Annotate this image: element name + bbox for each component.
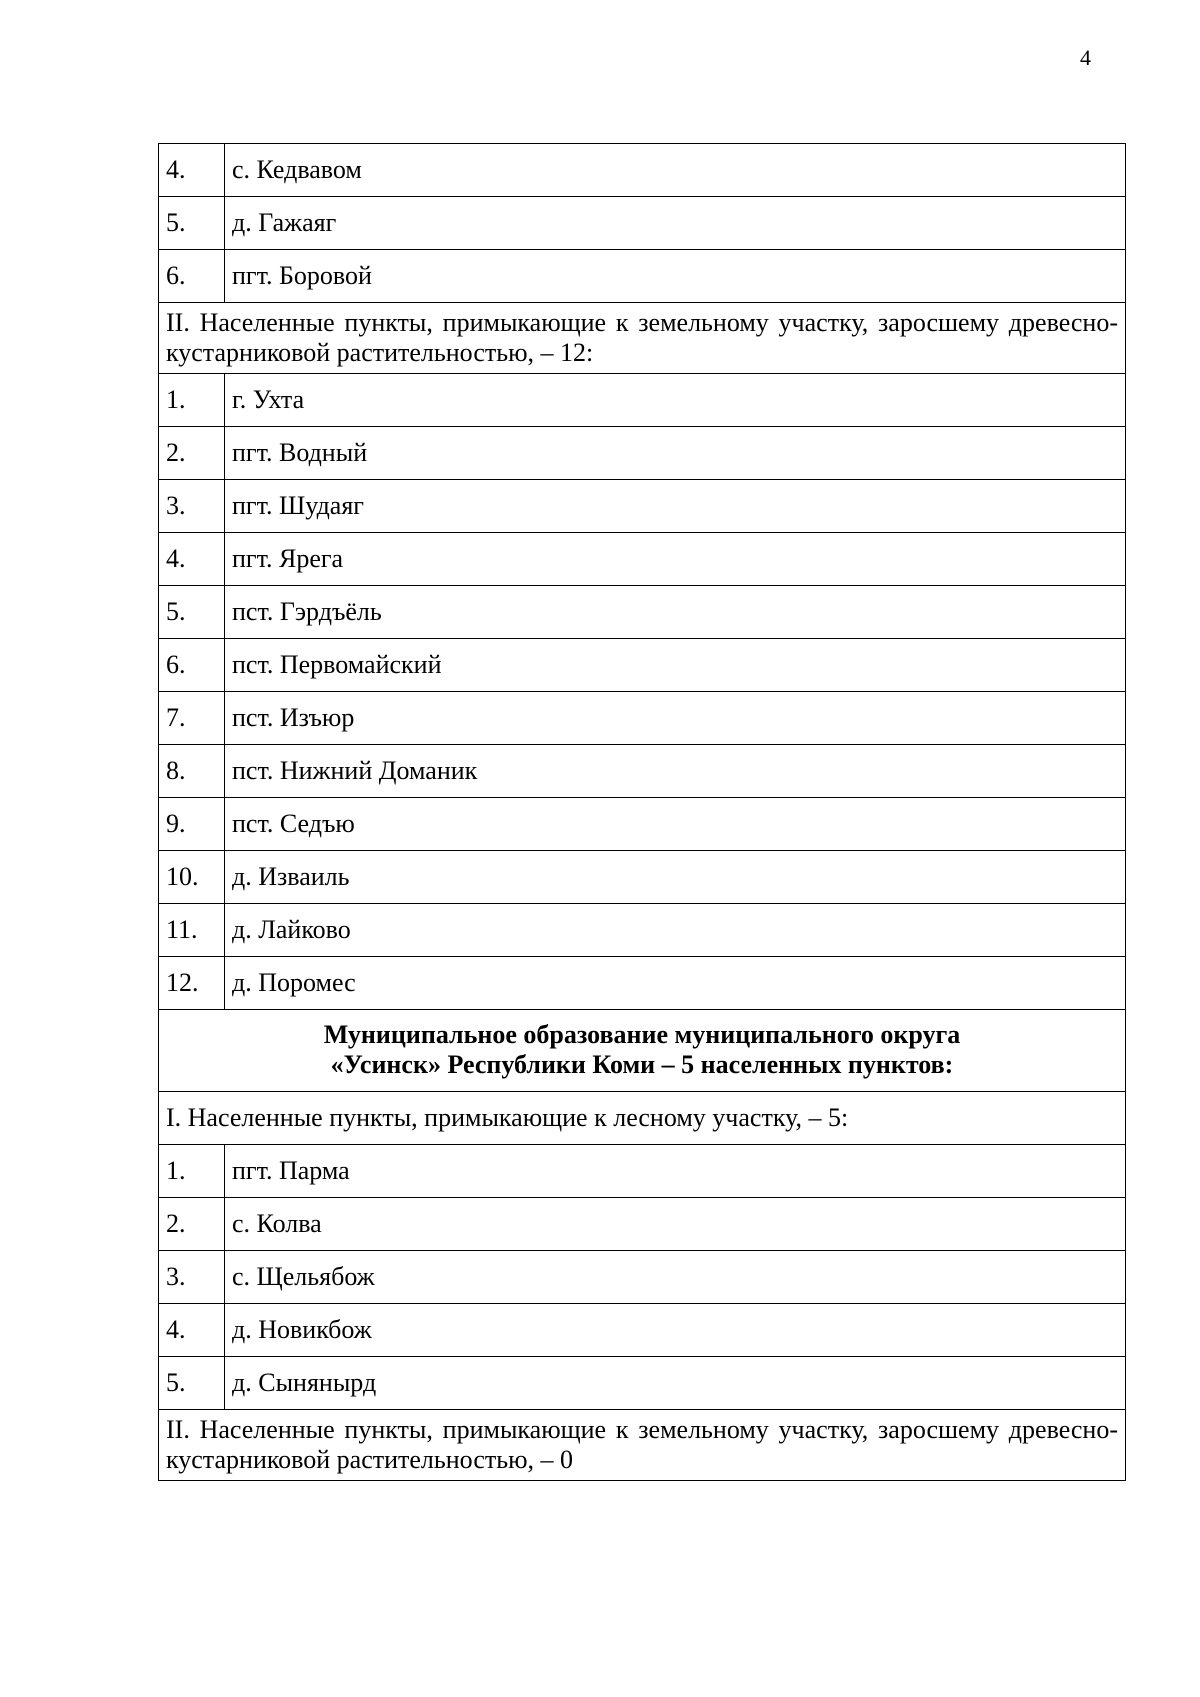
table-row (159, 745, 1126, 798)
table-row (159, 639, 1126, 692)
settlements-table (158, 143, 1126, 1481)
row-number: 1. (159, 1145, 225, 1198)
settlement-name: с. Щельябож (225, 1251, 1126, 1304)
municipality-header-line1: Муниципальное образование муниципального округа (323, 1020, 961, 1049)
table-row (159, 798, 1126, 851)
table-row (159, 1304, 1126, 1357)
section-heading: I. Населенные пункты, примыкающие к лесному участку, – 5: (159, 1092, 1126, 1145)
settlement-name: д. Новикбож (225, 1304, 1126, 1357)
settlement-name: с. Колва (225, 1198, 1126, 1251)
row-number: 10. (159, 851, 225, 904)
row-number: 9. (159, 798, 225, 851)
table-row (159, 250, 1126, 303)
settlement-name: пст. Седъю (225, 798, 1126, 851)
row-number: 3. (159, 1251, 225, 1304)
municipality-header (159, 1010, 1126, 1092)
section-heading-row (159, 303, 1126, 374)
row-number: 4. (159, 1304, 225, 1357)
table-row (159, 480, 1126, 533)
table-row (159, 197, 1126, 250)
row-number: 11. (159, 904, 225, 957)
table-row (159, 1145, 1126, 1198)
table-row (159, 586, 1126, 639)
table-row (159, 851, 1126, 904)
table-row (159, 1357, 1126, 1410)
row-number: 1. (159, 374, 225, 427)
section-heading: II. Населенные пункты, примыкающие к земельному участку, заросшему древесно-кустарниковой растительностью, – 0 (159, 1410, 1126, 1481)
section-heading-row (159, 1092, 1126, 1145)
settlement-name: д. Гажаяг (225, 197, 1126, 250)
settlement-name: пгт. Парма (225, 1145, 1126, 1198)
row-number: 6. (159, 250, 225, 303)
table-row (159, 374, 1126, 427)
settlement-name: д. Изваиль (225, 851, 1126, 904)
municipality-header-row (159, 1010, 1126, 1092)
settlement-name: пгт. Шудаяг (225, 480, 1126, 533)
table-row (159, 1198, 1126, 1251)
settlement-name: пст. Первомайский (225, 639, 1126, 692)
row-number: 6. (159, 639, 225, 692)
settlement-name: д. Лайково (225, 904, 1126, 957)
settlement-name: пст. Изъюр (225, 692, 1126, 745)
table-row (159, 427, 1126, 480)
row-number: 4. (159, 144, 225, 197)
row-number: 5. (159, 586, 225, 639)
table-row (159, 692, 1126, 745)
settlement-name: г. Ухта (225, 374, 1126, 427)
settlement-name: с. Кедвавом (225, 144, 1126, 197)
section-heading-row (159, 1410, 1126, 1481)
table-row (159, 533, 1126, 586)
settlement-name: д. Сынянырд (225, 1357, 1126, 1410)
table-row (159, 1251, 1126, 1304)
row-number: 5. (159, 197, 225, 250)
settlement-name: д. Поромес (225, 957, 1126, 1010)
row-number: 8. (159, 745, 225, 798)
settlement-name: пст. Нижний Доманик (225, 745, 1126, 798)
table-row (159, 144, 1126, 197)
row-number: 3. (159, 480, 225, 533)
settlement-name: пгт. Боровой (225, 250, 1126, 303)
row-number: 5. (159, 1357, 225, 1410)
table-row (159, 957, 1126, 1010)
page-number: 4 (1080, 45, 1091, 70)
table-row (159, 904, 1126, 957)
row-number: 2. (159, 427, 225, 480)
row-number: 4. (159, 533, 225, 586)
row-number: 2. (159, 1198, 225, 1251)
municipality-header-line2: «Усинск» Республики Коми – 5 населенных пунктов: (330, 1050, 954, 1079)
settlement-name: пгт. Водный (225, 427, 1126, 480)
settlement-name: пгт. Ярега (225, 533, 1126, 586)
section-heading: II. Населенные пункты, примыкающие к земельному участку, заросшему древесно-кустарниковой растительностью, – 12: (159, 303, 1126, 374)
settlement-name: пст. Гэрдъёль (225, 586, 1126, 639)
row-number: 12. (159, 957, 225, 1010)
row-number: 7. (159, 692, 225, 745)
